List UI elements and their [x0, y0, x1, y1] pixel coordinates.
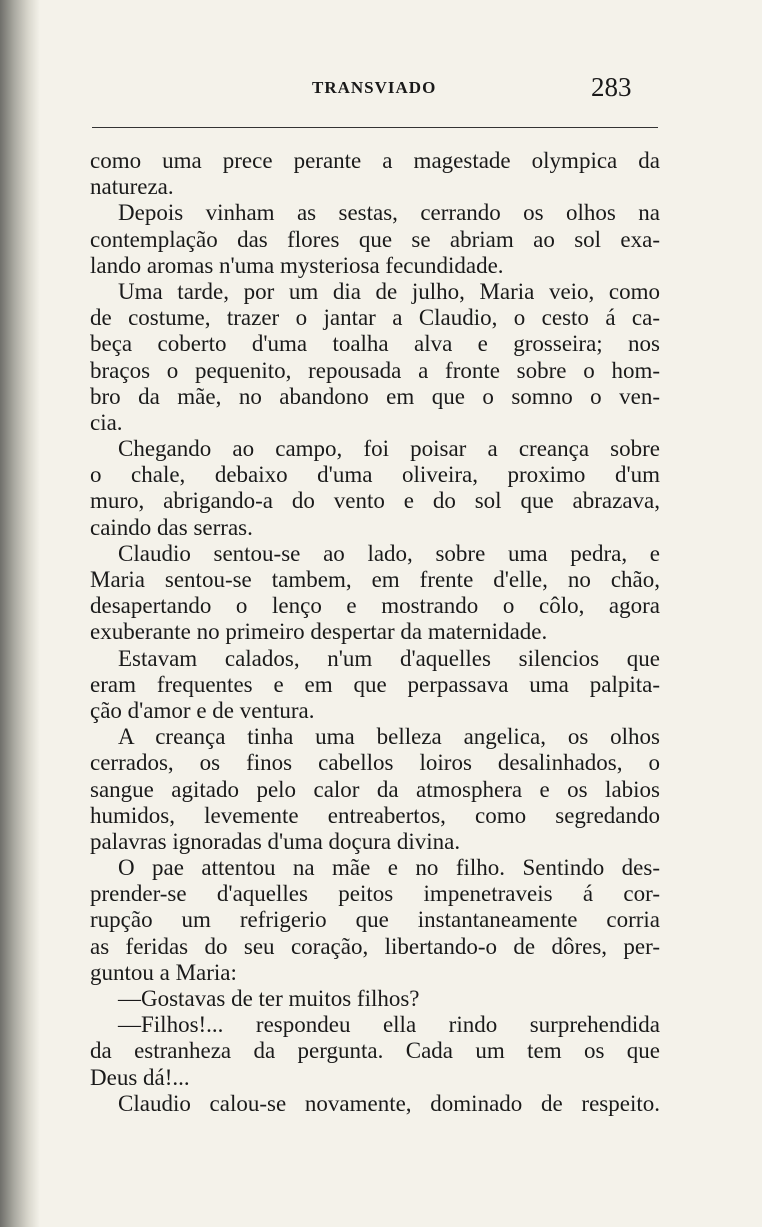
running-title: TRANSVIADO [312, 78, 437, 97]
text-line: beça coberto d'uma toalha alva e grosseira; nos [90, 331, 660, 357]
text-line: ção d'amor e de ventura. [90, 697, 315, 723]
text-line: caindo das serras. [90, 514, 253, 540]
text-line: Depois vinham as sestas, cerrando os olhos na [118, 200, 660, 226]
text-line: —Gostavas de ter muitos filhos? [118, 986, 420, 1011]
text-line: Estavam calados, n'um d'aquelles silencios que [118, 645, 660, 671]
text-line: de costume, trazer o jantar a Claudio, o cesto á ca- [90, 305, 660, 331]
text-line: O pae attentou na mãe e no filho. Sentindo des- [118, 855, 660, 881]
text-line: Maria sentou-se tambem, em frente d'elle, no chão, [90, 567, 660, 592]
text-line: A creança tinha uma belleza angelica, os olhos [118, 724, 660, 750]
text-line: o chale, debaixo d'uma oliveira, proximo d'um [90, 462, 660, 488]
text-line: —Filhos!... respondeu ella rindo surprehendida [118, 1012, 660, 1038]
text-line: guntou a Maria: [90, 959, 237, 985]
text-line: cia. [90, 409, 123, 435]
text-line: rupção um refrigerio que instantaneamente corria [90, 907, 660, 933]
text-line: Chegando ao campo, foi poisar a creança sobre [118, 436, 660, 462]
text-line: contemplação das flores que se abriam ao sol exa- [90, 226, 660, 252]
text-line: bro da mãe, no abandono em que o somno o ven- [90, 383, 660, 409]
body-text [90, 148, 660, 1117]
text-line: lando aromas n'uma mysteriosa fecundidade. [90, 252, 504, 278]
page-header [0, 72, 762, 108]
text-line: Deus dá!... [90, 1064, 190, 1090]
text-line: prender-se d'aquelles peitos impenetraveis á cor- [90, 881, 660, 907]
text-line: Uma tarde, por um dia de julho, Maria veio, como [118, 278, 660, 304]
text-line: palavras ignoradas d'uma doçura divina. [90, 828, 461, 854]
text-line: Claudio calou-se novamente, dominado de respeito. [118, 1090, 660, 1116]
text-line: natureza. [90, 174, 174, 200]
text-line: sangue agitado pelo calor da atmosphera e os labios [90, 776, 660, 802]
text-line: cerrados, os finos cabellos loiros desalinhados, o [90, 750, 660, 776]
text-line: Claudio sentou-se ao lado, sobre uma pedra, e [118, 540, 660, 566]
text-line: humidos, levemente entreabertos, como segredando [90, 802, 660, 828]
text-line: as feridas do seu coração, libertando-o de dôres, per- [90, 933, 660, 959]
page-number: 283 [591, 72, 632, 102]
text-line: braços o pequenito, repousada a fronte sobre o hom- [90, 357, 660, 383]
text-line: muro, abrigando-a do vento e do sol que abrazava, [90, 488, 660, 514]
binding-gutter [0, 0, 40, 1227]
text-line: como uma prece perante a magestade olympica da [90, 148, 660, 173]
text-line: da estranheza da pergunta. Cada um tem os que [90, 1038, 660, 1064]
header-rule [92, 127, 658, 128]
text-line: desapertando o lenço e mostrando o côlo, agora [90, 593, 660, 619]
text-line: eram frequentes e em que perpassava uma palpita- [90, 671, 660, 697]
text-line: exuberante no primeiro despertar da maternidade. [90, 619, 548, 645]
